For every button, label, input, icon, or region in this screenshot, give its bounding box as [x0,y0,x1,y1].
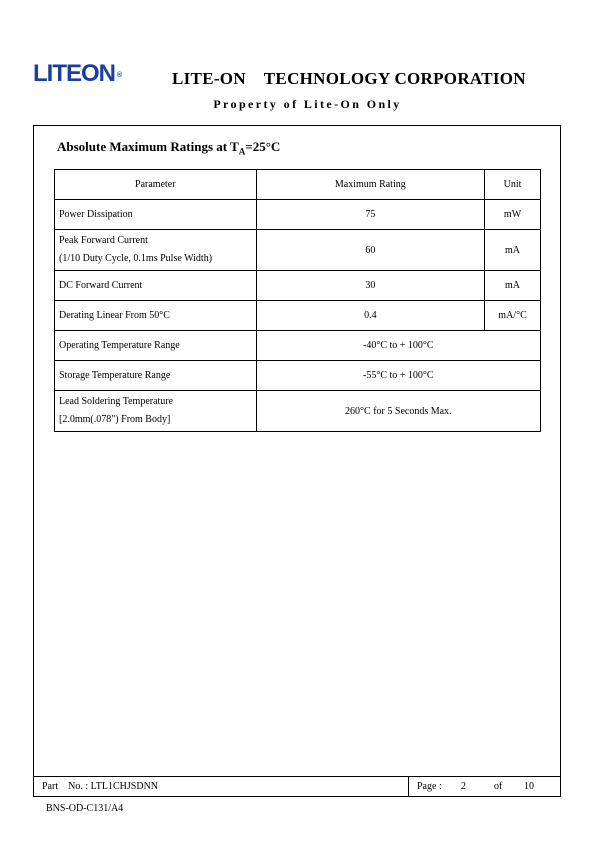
parameter-cell [55,361,257,391]
section-title-sub: A [238,146,246,157]
table-header-row [55,170,541,200]
footer-divider [408,777,409,797]
rating-cell: -40°C to + 100°C [256,331,540,361]
rating-cell: 0.4 [256,301,484,331]
rating-cell: 260°C for 5 Seconds Max. [256,391,540,432]
rating-cell: 30 [256,271,484,301]
table-row [55,301,541,331]
parameter-cell [55,200,257,230]
parameter-cell [55,271,257,301]
unit-cell: mA [485,271,541,301]
parameter-note: (1/10 Duty Cycle, 0.1ms Pulse Width) [59,253,213,264]
property-notice: Property of Lite-On Only [213,97,402,111]
page-footer [33,776,561,797]
liteon-logo [33,62,122,86]
table-row [55,200,541,230]
table-row [55,331,541,361]
parameter-text: Derating Linear From 50°C [59,309,170,321]
parameter-cell [55,301,257,331]
parameter-note: [2.0mm(.078") From Body] [59,414,171,425]
parameter-text: DC Forward Current [59,279,143,291]
unit-cell: mA/°C [485,301,541,331]
parameter-cell [55,230,257,271]
table-row [55,271,541,301]
parameter-text: Power Dissipation [59,208,133,220]
table-row [55,361,541,391]
parameter-cell [55,331,257,361]
parameter-text: Lead Soldering Temperature [59,396,174,407]
company-name: LITE-ON TECHNOLOGY CORPORATION [172,69,526,88]
parameter-text: Storage Temperature Range [59,369,171,381]
unit-cell: mW [485,200,541,230]
section-title-suffix: =25°C [245,139,281,154]
table-row [55,230,541,271]
unit-cell: mA [485,230,541,271]
page-label: Page : [417,781,442,792]
parameter-text: Peak Forward Current [59,235,148,246]
table-row [55,391,541,432]
rating-cell: 60 [256,230,484,271]
part-number: Part No. : LTL1CHJSDNN [42,781,159,792]
registered-mark: ® [117,72,123,79]
document-number: BNS-OD-C131/A4 [46,803,124,814]
page-number: 2 [461,781,466,792]
rating-cell: 75 [256,200,484,230]
parameter-cell [55,391,257,432]
of-label: of [494,781,503,792]
parameter-text: Operating Temperature Range [59,339,180,351]
header-parameter: Parameter [55,170,257,200]
section-title [57,139,280,157]
rating-cell: -55°C to + 100°C [256,361,540,391]
total-pages: 10 [524,781,534,792]
logo-text: LITEON [33,60,115,87]
ratings-table [54,169,541,432]
section-title-prefix: Absolute Maximum Ratings at T [57,139,239,154]
header-unit: Unit [485,170,541,200]
header-maximum-rating: Maximum Rating [256,170,484,200]
